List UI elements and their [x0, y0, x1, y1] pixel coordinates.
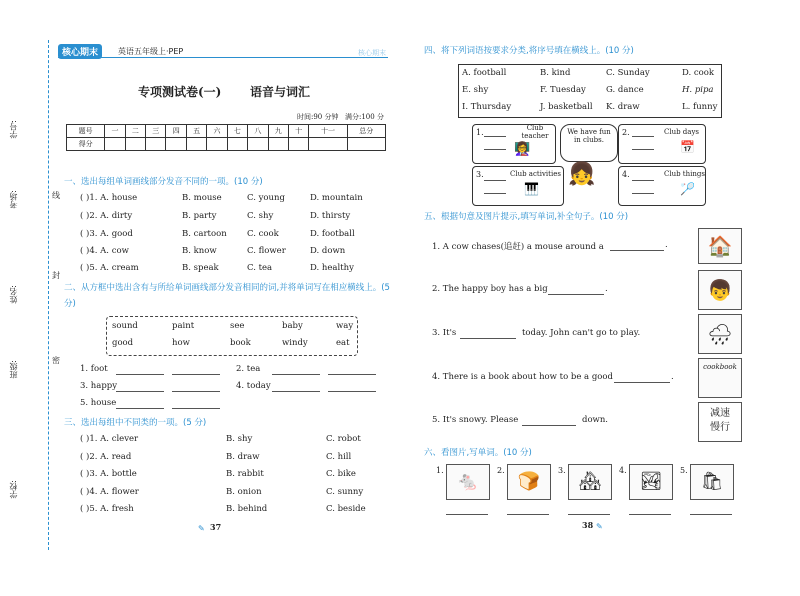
- answer-blank[interactable]: [507, 514, 549, 515]
- page-number-left: 37: [210, 522, 222, 532]
- grid-item: E. shy: [462, 85, 489, 95]
- answer-blank[interactable]: [484, 193, 506, 194]
- section-6-title: 六、看图片,写单词。(10 分): [424, 448, 532, 458]
- s5-item-2-end: .: [605, 284, 608, 294]
- answer-blank[interactable]: [690, 514, 732, 515]
- box-word: sound: [112, 321, 138, 331]
- answer-blank[interactable]: [632, 193, 654, 194]
- answer-blank[interactable]: [116, 391, 164, 392]
- score-header-cell: 四: [166, 125, 186, 138]
- s2-item-3: 3. happy: [80, 381, 118, 391]
- s6-num-4: 4.: [619, 466, 627, 475]
- s3-q1-b: B. shy: [226, 434, 253, 444]
- section-4-title: 四、将下列词语按要求分类,将序号填在横线上。(10 分): [424, 46, 634, 56]
- s3-q5-b: B. behind: [226, 504, 268, 514]
- side-label-id: 学号:: [9, 120, 18, 139]
- box-word: how: [172, 338, 190, 348]
- box-word: way: [336, 321, 354, 331]
- rain-picture: [698, 314, 742, 354]
- bag-icon: 🛍: [700, 471, 724, 492]
- s5-item-5-end: down.: [582, 415, 609, 425]
- answer-blank[interactable]: [568, 514, 610, 515]
- slow-sign-picture: [698, 402, 742, 442]
- category-number: 1.: [476, 128, 484, 137]
- category-number: 2.: [622, 128, 630, 137]
- answer-blank[interactable]: [116, 408, 164, 409]
- s5-item-4-end: .: [671, 372, 674, 382]
- answer-blank[interactable]: [484, 180, 506, 181]
- s1-q4-a: ( )4. A. cow: [80, 246, 129, 256]
- grid-item: J. basketball: [540, 102, 593, 112]
- side-label-room: 考场:: [9, 190, 18, 209]
- s3-q2-c: C. hill: [326, 452, 352, 462]
- sign-line-1: 减速: [710, 408, 730, 419]
- answer-blank[interactable]: [522, 425, 576, 426]
- s1-q3-c: C. cook: [247, 229, 279, 239]
- lake-icon: 🏞: [639, 471, 663, 492]
- s3-q5-c: C. beside: [326, 504, 366, 514]
- score-table: [66, 124, 386, 151]
- score-cell[interactable]: [248, 138, 268, 151]
- picture-1: [446, 464, 490, 500]
- score-header-cell: 十: [288, 125, 308, 138]
- house-icon: 🏠: [707, 234, 733, 258]
- cookbook-picture: [698, 358, 742, 398]
- s3-q4-b: B. onion: [226, 487, 262, 497]
- s1-q5-d: D. healthy: [310, 263, 354, 273]
- box-word: book: [230, 338, 251, 348]
- score-cell[interactable]: [146, 138, 166, 151]
- s1-q1-d: D. mountain: [310, 193, 363, 203]
- s3-q1-a: ( )1. A. clever: [80, 434, 139, 444]
- s3-q2-b: B. draw: [226, 452, 260, 462]
- score-cell[interactable]: [125, 138, 145, 151]
- score-cell[interactable]: [288, 138, 308, 151]
- header-rule: [58, 57, 388, 58]
- boy-icon: 👦: [707, 278, 733, 302]
- score-cell[interactable]: [207, 138, 227, 151]
- s2-item-1: 1. foot: [80, 364, 108, 374]
- answer-blank[interactable]: [614, 382, 670, 383]
- answer-blank[interactable]: [446, 514, 488, 515]
- side-label-class: 班级:: [9, 360, 18, 379]
- side-label-school: 学校:: [9, 480, 18, 499]
- s1-q5-c: C. tea: [247, 263, 273, 273]
- answer-blank[interactable]: [272, 374, 320, 375]
- s2-item-5: 5. house: [80, 398, 117, 408]
- s1-q5-b: B. speak: [182, 263, 219, 273]
- score-cell[interactable]: [347, 138, 385, 151]
- category-number: 4.: [622, 170, 630, 179]
- grid-item: D. cook: [682, 68, 715, 78]
- score-row-label: 得分: [67, 138, 105, 151]
- s6-num-2: 2.: [497, 466, 505, 475]
- side-label-name: 姓名:: [9, 285, 18, 304]
- s2-item-2: 2. tea: [236, 364, 261, 374]
- score-header-cell: 五: [186, 125, 206, 138]
- box-word: see: [230, 321, 245, 331]
- s6-num-5: 5.: [680, 466, 688, 475]
- grid-item: G. dance: [606, 85, 644, 95]
- category-label: Club activities: [510, 170, 561, 178]
- category-label: Club things: [664, 170, 705, 178]
- score-header-cell: 八: [248, 125, 268, 138]
- s3-q1-c: C. robot: [326, 434, 361, 444]
- calendar-icon: 📅: [680, 140, 695, 154]
- boy-picture: [698, 270, 742, 310]
- s3-q2-a: ( )2. A. read: [80, 452, 132, 462]
- answer-blank[interactable]: [116, 374, 164, 375]
- answer-blank[interactable]: [272, 391, 320, 392]
- mouse-icon: 🐁: [456, 471, 480, 492]
- answer-blank[interactable]: [632, 180, 654, 181]
- brand-logo: 核心期末: [58, 44, 102, 59]
- score-header-cell: 题号: [67, 125, 105, 138]
- grid-item: H. pipa: [682, 85, 714, 95]
- answer-blank[interactable]: [172, 408, 220, 409]
- time-limit: 时间:90 分钟: [297, 113, 339, 121]
- s3-q3-a: ( )3. A. bottle: [80, 469, 137, 479]
- answer-blank[interactable]: [484, 136, 506, 137]
- s1-q2-a: ( )2. A. dirty: [80, 211, 133, 221]
- binding-line: [48, 40, 49, 550]
- answer-blank[interactable]: [172, 391, 220, 392]
- picture-3: [568, 464, 612, 500]
- s2-item-4: 4. today: [236, 381, 271, 391]
- s1-q1-c: C. young: [247, 193, 285, 203]
- s1-q3-a: ( )3. A. good: [80, 229, 133, 239]
- seal-label: 封: [52, 271, 60, 280]
- answer-blank[interactable]: [548, 294, 604, 295]
- answer-blank[interactable]: [629, 514, 671, 515]
- s1-q2-b: B. party: [182, 211, 217, 221]
- category-label: Club teacher: [521, 124, 549, 140]
- score-header-cell: 十一: [309, 125, 347, 138]
- s3-q5-a: ( )5. A. fresh: [80, 504, 134, 514]
- s3-q4-a: ( )4. A. flower: [80, 487, 139, 497]
- full-score: 满分:100 分: [345, 113, 384, 121]
- box-word: good: [112, 338, 134, 348]
- s5-item-2: 2. The happy boy has a big: [432, 284, 548, 294]
- score-header-cell: 二: [125, 125, 145, 138]
- teacher-icon: 👩‍🏫: [514, 142, 531, 157]
- score-header-cell: 一: [105, 125, 125, 138]
- category-label: Club days: [664, 128, 700, 136]
- score-header-cell: 七: [227, 125, 247, 138]
- box-word: baby: [282, 321, 303, 331]
- answer-blank[interactable]: [460, 338, 516, 339]
- section-1-title: 一、选出每组单词画线部分发音不同的一项。(10 分): [64, 177, 263, 187]
- picture-2: [507, 464, 551, 500]
- grid-item: L. funny: [682, 102, 718, 112]
- picture-5: [690, 464, 734, 500]
- s5-item-4: 4. There is a book about how to be a good: [432, 372, 613, 382]
- header-badge: 核心期末: [358, 49, 386, 57]
- grid-item: C. Sunday: [606, 68, 650, 78]
- score-cell[interactable]: [227, 138, 247, 151]
- pencil-icon: ✎: [198, 524, 205, 533]
- score-header-cell: 总分: [347, 125, 385, 138]
- s1-q1-b: B. mouse: [182, 193, 222, 203]
- answer-blank[interactable]: [632, 149, 654, 150]
- grid-item: F. Tuesday: [540, 85, 586, 95]
- answer-blank[interactable]: [328, 374, 376, 375]
- answer-blank[interactable]: [632, 136, 654, 137]
- s1-q4-b: B. know: [182, 246, 217, 256]
- grid-item: A. football: [462, 68, 507, 78]
- s1-q3-b: B. cartoon: [182, 229, 227, 239]
- box-word: windy: [282, 338, 308, 348]
- farm-picture: [698, 228, 742, 264]
- score-header-cell: 六: [207, 125, 227, 138]
- s1-q5-a: ( )5. A. cream: [80, 263, 139, 273]
- section-2-title: 二、从方框中选出含有与所给单词画线部分发音相同的词,并将单词写在相应横线上。(5 分): [64, 283, 390, 309]
- pencil-icon: ✎: [596, 522, 603, 531]
- s6-num-1: 1.: [436, 466, 444, 475]
- bread-icon: 🍞: [517, 471, 541, 492]
- score-cell[interactable]: [309, 138, 347, 151]
- s1-q2-d: D. thirsty: [310, 211, 351, 221]
- village-icon: 🏘: [578, 471, 602, 492]
- s1-q4-c: C. flower: [247, 246, 286, 256]
- shuttlecock-icon: 🏸: [680, 182, 695, 196]
- score-cell[interactable]: [268, 138, 288, 151]
- answer-blank[interactable]: [172, 374, 220, 375]
- s6-num-3: 3.: [558, 466, 566, 475]
- s1-q2-c: C. shy: [247, 211, 274, 221]
- section-5-title: 五、根据句意及图片提示,填写单词,补全句子。(10 分): [424, 212, 629, 222]
- section-3-title: 三、选出每组中不同类的一项。(5 分): [64, 418, 207, 428]
- page-number-right: 38: [582, 520, 594, 530]
- category-number: 3.: [476, 170, 484, 179]
- s5-item-3-tail: today. John can't go to play.: [522, 328, 641, 338]
- s5-item-5: 5. It's snowy. Please: [432, 415, 519, 425]
- page-title: 专项测试卷(一): [138, 85, 222, 99]
- box-word: paint: [172, 321, 195, 331]
- picture-4: [629, 464, 673, 500]
- subject-label: 英语五年级上·PEP: [118, 47, 184, 56]
- s1-q4-d: D. down: [310, 246, 346, 256]
- s3-q3-b: B. rabbit: [226, 469, 264, 479]
- score-header-cell: 九: [268, 125, 288, 138]
- answer-blank[interactable]: [610, 250, 664, 251]
- s1-q3-d: D. football: [310, 229, 355, 239]
- grid-item: I. Thursday: [462, 102, 512, 112]
- answer-blank[interactable]: [328, 391, 376, 392]
- activities-icon: 🎹: [524, 182, 539, 196]
- sign-line-2: 慢行: [710, 422, 730, 433]
- score-header-cell: 三: [146, 125, 166, 138]
- bubble-text: We have fun in clubs.: [567, 128, 611, 144]
- cut-line-label: 线: [52, 191, 60, 200]
- answer-blank[interactable]: [484, 149, 506, 150]
- score-cell[interactable]: [105, 138, 125, 151]
- s5-item-1: 1. A cow chases(追赶) a mouse around a: [432, 242, 604, 252]
- score-cell[interactable]: [186, 138, 206, 151]
- grid-item: K. draw: [606, 102, 640, 112]
- s3-q3-c: C. bike: [326, 469, 356, 479]
- s1-q1-a: ( )1. A. house: [80, 193, 138, 203]
- cookbook-label: cookbook: [703, 363, 737, 371]
- rain-icon: 🌧: [707, 322, 733, 346]
- box-word: eat: [336, 338, 350, 348]
- children-icon: 👧: [568, 162, 596, 187]
- s3-q4-c: C. sunny: [326, 487, 364, 497]
- grid-item: B. kind: [540, 68, 571, 78]
- s5-item-3: 3. It's: [432, 328, 457, 338]
- score-cell[interactable]: [166, 138, 186, 151]
- s5-item-1-end: .: [665, 240, 668, 250]
- page-subtitle: 语音与词汇: [250, 85, 311, 99]
- secret-label: 密: [52, 356, 60, 365]
